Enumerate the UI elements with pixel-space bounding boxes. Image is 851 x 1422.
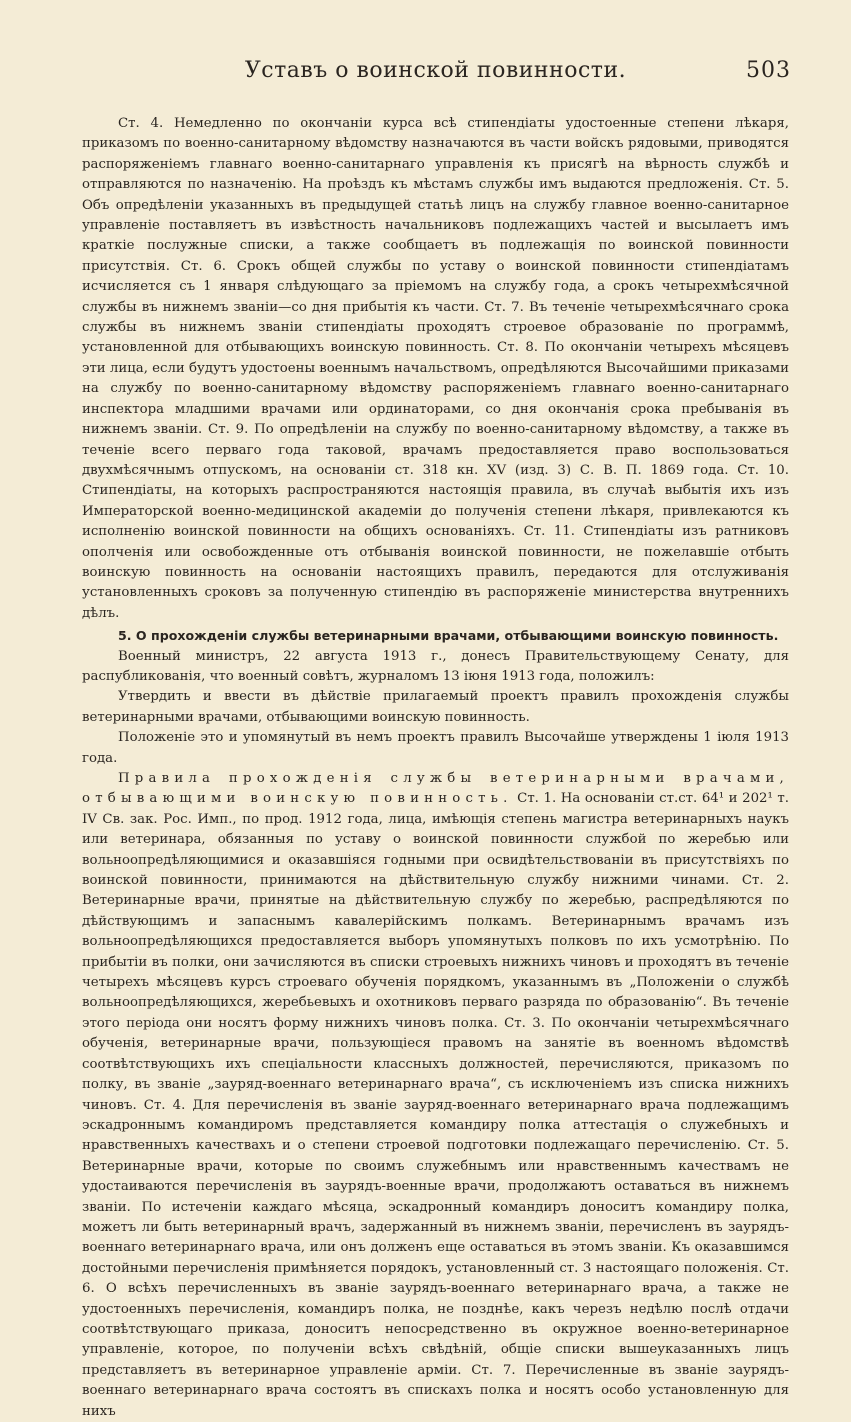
rules-title: Правила прохожденiя службы ветеринарными врачами, отбывающими воинскую повинность. <box>82 771 789 807</box>
paragraph-approval: Положенiе это и упомянутый въ немъ проектъ правилъ Высочайше утверждены 1 iюля 1913 года. <box>82 730 789 766</box>
paragraph-rules <box>82 769 789 1422</box>
body-text <box>82 114 789 1422</box>
paragraph-resolution: Утвердить и ввести въ дѣйствiе прилагаемый проектъ правилъ прохожденiя службы ветеринарными врачами, отбывающими воинскую повинность. <box>82 689 789 725</box>
running-head <box>80 58 791 92</box>
rules-text: Ст. 1. На основанiи ст.ст. 64¹ и 202¹ т. IV Св. зак. Рос. Имп., по прод. 1912 года, лица, имѣющiя степень магистра ветеринарныхъ наукъ или ветеринара, обязанныя по уставу о воинской повинности службой по жеребью или вольноопредѣляющимися и оказавшiяся годными при освидѣтельствованiи въ присутствiяхъ по воинской повинности, принимаются на дѣйствительную службу нижними чинами. Ст. 2. Ветеринарные врачи, принятые на дѣйствительную службу по жеребью, распредѣляются по дѣйствующимъ и запаснымъ кавалерiйскимъ полкамъ. Ветеринарнымъ врачамъ изъ вольноопредѣляющихся предоставляется выборъ упомянутыхъ полковъ по ихъ усмотрѣнiю. По прибытiи въ полки, они зачисляются въ списки строевыхъ нижнихъ чиновъ и проходятъ въ теченiе четырехъ мѣсяцевъ курсъ строеваго обученiя порядкомъ, указаннымъ въ „Положенiи о службѣ вольноопредѣляющихся, жеребьевыхъ и охотниковъ перваго разряда по образованiю“. Въ теченiе этого перiода они носятъ форму нижнихъ чиновъ полка. Ст. 3. По окончанiи четырехмѣсячнаго обученiя, ветеринарные врачи, пользующiеся правомъ на занятiе въ военномъ вѣдомствѣ соотвѣтствующихъ ихъ спецiальности классныхъ должностей, перечисляются, приказомъ по полку, въ званiе „зауряд-военнаго ветеринарнаго врача“, съ исключенiемъ изъ списка нижнихъ чиновъ. Ст. 4. Для перечисленiя въ званiе зауряд-военнаго ветеринарнаго врача подлежащимъ эскадроннымъ командиромъ представляется командиру полка аттестацiя о служебныхъ и нравственныхъ качествахъ и о степени строевой подготовки подлежащаго перечисленiю. Ст. 5. Ветеринарные врачи, которые по своимъ служебнымъ или нравственнымъ качествамъ не удостаиваются перечисленiя въ заурядъ-военные врачи, продолжаютъ оставаться въ нижнемъ званiи. По истеченiи каждаго мѣсяца, эскадронный командиръ доноситъ командиру полка, можетъ ли быть ветеринарный врачъ, задержанный въ нижнемъ званiи, перечисленъ въ заурядъ-военнаго ветеринарнаго врача, или онъ долженъ еще оставаться въ этомъ званiи. Къ оказавшимся достойными перечисленiя примѣняется порядокъ, установленный ст. 3 настоящаго положенiя. Ст. 6. О всѣхъ перечисленныхъ въ званiе заурядъ-военнаго ветеринарнаго врача, а также не удостоенныхъ перечисленiя, командиръ полка, не позднѣе, какъ черезъ недѣлю послѣ отдачи соотвѣтствующаго приказа, доноситъ непосредственно въ окружное военно-ветеринарное управленiе, которое, по полученiи всѣхъ свѣдѣнiй, общiе списки вышеуказанныхъ лицъ представляетъ въ ветеринарное управленiе армiи. Ст. 7. Перечисленные въ званiе заурядъ-военнаго ветеринарнаго врача состоятъ въ спискахъ полка и носятъ особо установленную для нихъ <box>82 791 789 1419</box>
page-number: 503 <box>746 58 791 83</box>
section-heading: 5. О прохожденiи службы ветеринарными врачами, отбывающими воинскую повинность. <box>118 628 779 644</box>
paragraph-articles-4-11: Ст. 4. Немедленно по окончанiи курса всѣ стипендiаты удостоенные степени лѣкаря, приказомъ по военно-санитарному вѣдомству назначаются въ части войскъ рядовыми, приводятся распоряженiемъ главнаго военно-санитарнаго управленiя къ присягѣ на вѣрность службѣ и отправляются по назначенiю. На проѣздъ къ мѣстамъ службы имъ выдаются предложенiя. Ст. 5. Объ опредѣленiи указанныхъ въ предыдущей статьѣ лицъ на службу главное военно-санитарное управленiе поставляетъ въ извѣстность начальниковъ подлежащихъ частей и высылаетъ имъ краткiе послужные списки, а также сообщаетъ въ подлежащiя по воинской повинности присутствiя. Ст. 6. Срокъ общей службы по уставу о воинской повинности стипендiатамъ исчисляется съ 1 января слѣдующаго за прiемомъ на службу года, а срокъ четырехмѣсячной службы въ нижнемъ званiи—со дня прибытiя къ части. Ст. 7. Въ теченiе четырехмѣсячнаго срока службы въ нижнемъ званiи стипендiаты проходятъ строевое образованiе по программѣ, установленной для отбывающихъ воинскую повинность. Ст. 8. По окончанiи четырехъ мѣсяцевъ эти лица, если будутъ удостоены военнымъ начальствомъ, опредѣляются Высочайшими приказами на службу по военно-санитарному вѣдомству распоряженiемъ главнаго военно-санитарнаго инспектора младшими врачами или ординаторами, со дня окончанiя срока пребыванiя въ нижнемъ званiи. Ст. 9. По опредѣленiи на службу по военно-санитарному вѣдомству, а также въ теченiе всего перваго года таковой, врачамъ предоставляется право воспользоваться двухмѣсячнымъ отпускомъ, на основанiи ст. 318 кн. XV (изд. 3) С. В. П. 1869 года. Ст. 10. Стипендiаты, на которыхъ распространяются настоящiя правила, въ случаѣ выбытiя ихъ изъ Императорской военно-медицинской академiи до полученiя степени лѣкаря, привлекаются къ исполненiю воинской повинности на общихъ основанiяхъ. Ст. 11. Стипендiаты изъ ратниковъ ополченiя или освобожденные отъ отбыванiя воинской повинности, не пожелавшiе отбыть воинскую повинность на основанiи настоящихъ правилъ, передаются для отслуживанiя установленныхъ сроковъ за полученную стипендiю въ распоряженiе министерства внутреннихъ дѣлъ. <box>82 116 789 621</box>
paragraph-minister-report: Военный министръ, 22 августа 1913 г., донесъ Правительствующему Сенату, для распубликованiя, что военный совѣтъ, журналомъ 13 iюня 1913 года, положилъ: <box>82 648 789 684</box>
running-title: Уставъ о воинской повинности. <box>244 58 627 83</box>
